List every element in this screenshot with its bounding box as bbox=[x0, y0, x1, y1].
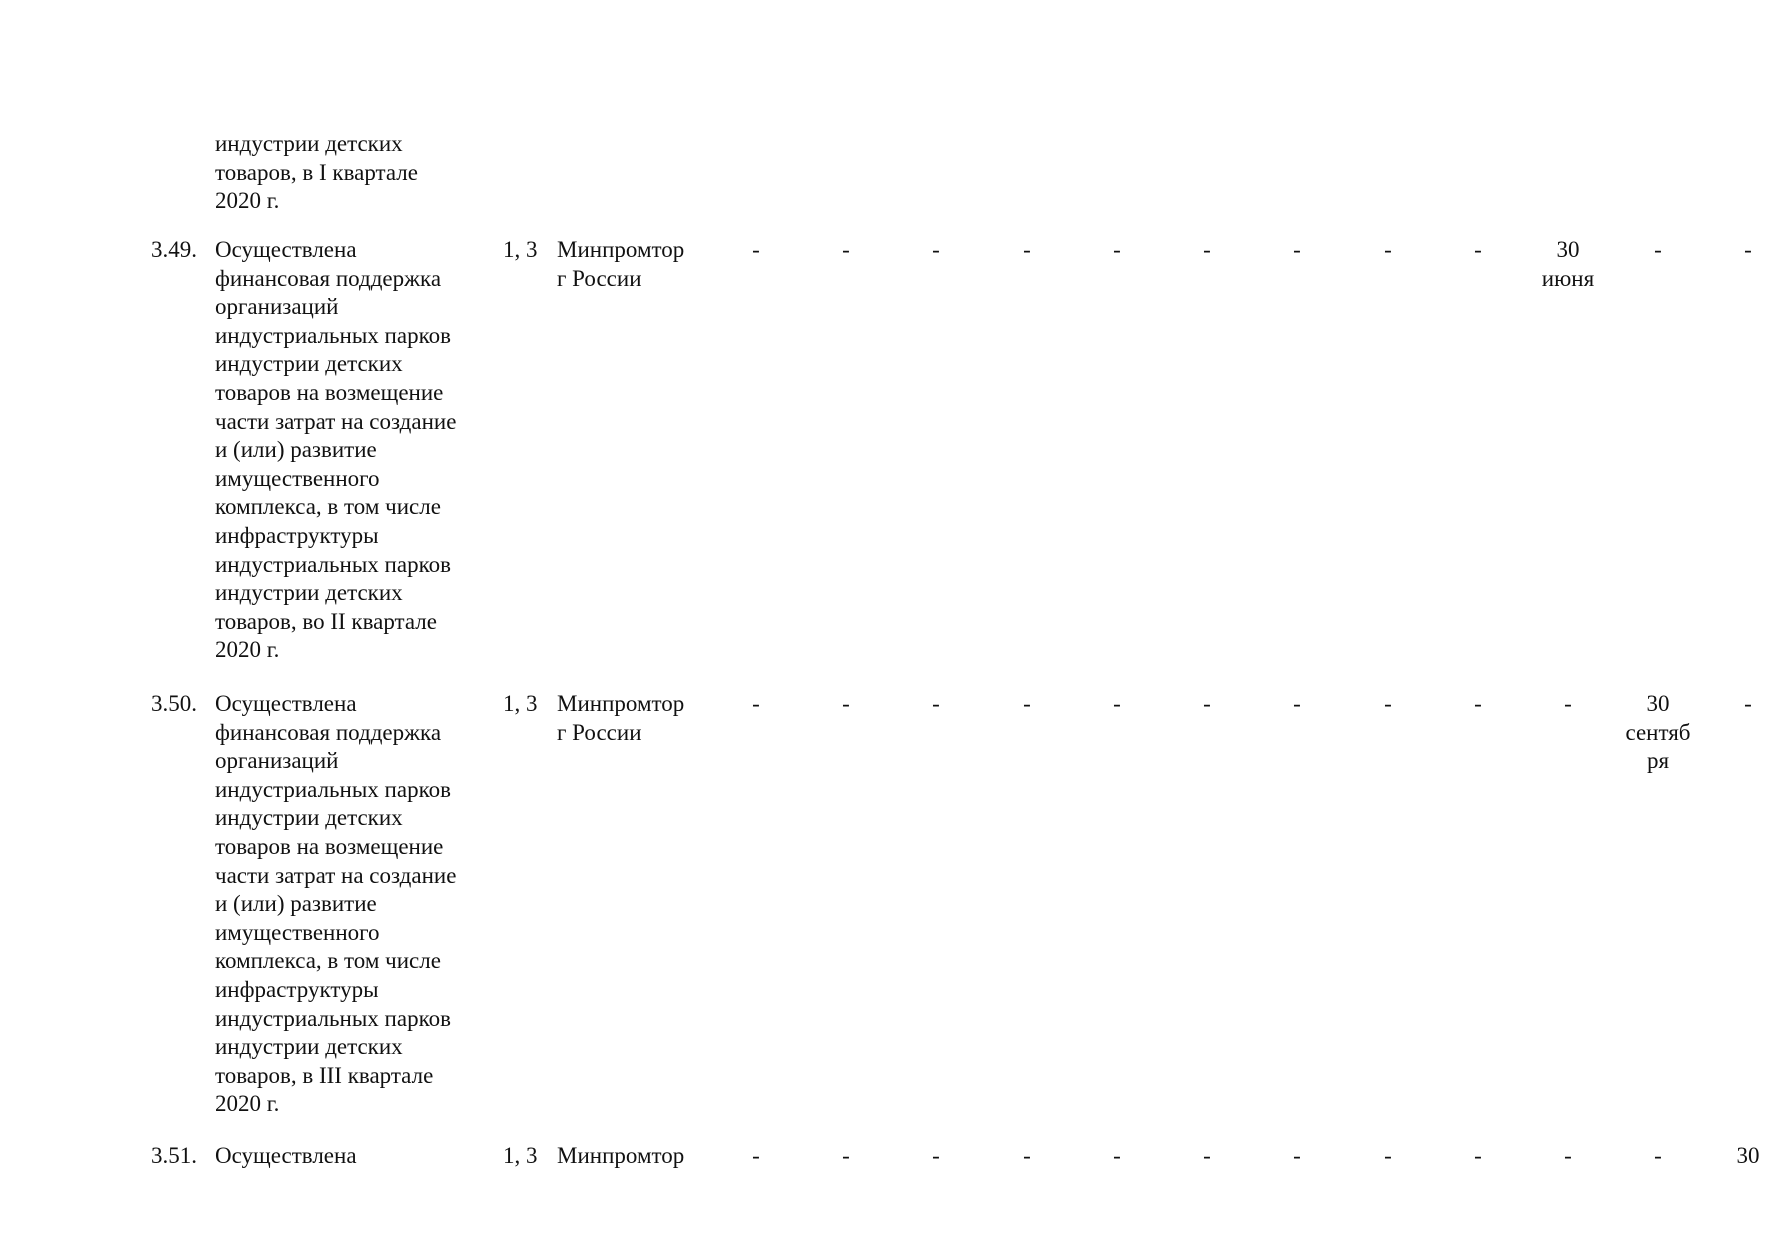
row-reference: 1, 3 bbox=[503, 691, 538, 716]
row-mark: - bbox=[1474, 237, 1482, 262]
row-mark: - bbox=[752, 1143, 760, 1168]
continuation-description: индустрии детских товаров, в I квартале 2020 г. bbox=[215, 131, 418, 214]
row-description: Осуществлена финансовая поддержка организаций индустриальных парков индустрии детских товаров на возмещение части затрат на создание и (или) развитие имущественного комплекса, в том числе инфраструктуры индустриальных парков индустрии детских товаров, во II квартале 2020 г. bbox=[215, 237, 457, 663]
row-mark: - bbox=[1023, 691, 1031, 716]
row-number: 3.50. bbox=[151, 691, 197, 716]
row-mark: - bbox=[932, 1143, 940, 1168]
row-mark: - bbox=[932, 691, 940, 716]
row-number: 3.49. bbox=[151, 237, 197, 262]
row-mark: - bbox=[842, 237, 850, 262]
row-mark: - bbox=[1384, 691, 1392, 716]
row-mark: - bbox=[752, 691, 760, 716]
row-mark: 30 сентяб ря bbox=[1625, 691, 1691, 774]
row-mark: - bbox=[1654, 1143, 1662, 1168]
row-mark: - bbox=[842, 691, 850, 716]
row-number: 3.51. bbox=[151, 1143, 197, 1168]
row-mark: - bbox=[1744, 691, 1752, 716]
row-mark: - bbox=[1564, 691, 1572, 716]
row-mark: - bbox=[1384, 237, 1392, 262]
row-reference: 1, 3 bbox=[503, 1143, 538, 1168]
row-mark: - bbox=[752, 237, 760, 262]
row-mark: - bbox=[1203, 691, 1211, 716]
row-mark: - bbox=[1744, 237, 1752, 262]
row-mark: - bbox=[1023, 237, 1031, 262]
row-mark: - bbox=[1113, 691, 1121, 716]
row-mark: - bbox=[1474, 691, 1482, 716]
row-mark: - bbox=[1203, 1143, 1211, 1168]
row-executor: Минпромтор г России bbox=[557, 691, 685, 745]
row-mark: - bbox=[842, 1143, 850, 1168]
row-executor: Минпромтор г России bbox=[557, 237, 685, 291]
row-mark: 30 июня bbox=[1541, 237, 1595, 291]
row-mark: - bbox=[1654, 237, 1662, 262]
row-mark: - bbox=[932, 237, 940, 262]
row-mark: - bbox=[1293, 237, 1301, 262]
row-mark: - bbox=[1203, 237, 1211, 262]
row-mark: - bbox=[1113, 1143, 1121, 1168]
row-mark: - bbox=[1293, 1143, 1301, 1168]
row-reference: 1, 3 bbox=[503, 237, 538, 262]
row-executor: Минпромтор bbox=[557, 1143, 685, 1168]
row-mark: 30 bbox=[1736, 1143, 1760, 1168]
row-description: Осуществлена финансовая поддержка организаций индустриальных парков индустрии детских товаров на возмещение части затрат на создание и (или) развитие имущественного комплекса, в том числе инфраструктуры индустриальных парков индустрии детских товаров, в III квартале 2020 г. bbox=[215, 691, 457, 1117]
row-mark: - bbox=[1474, 1143, 1482, 1168]
row-description: Осуществлена bbox=[215, 1143, 357, 1168]
row-mark: - bbox=[1384, 1143, 1392, 1168]
row-mark: - bbox=[1113, 237, 1121, 262]
row-mark: - bbox=[1564, 1143, 1572, 1168]
row-mark: - bbox=[1293, 691, 1301, 716]
row-mark: - bbox=[1023, 1143, 1031, 1168]
